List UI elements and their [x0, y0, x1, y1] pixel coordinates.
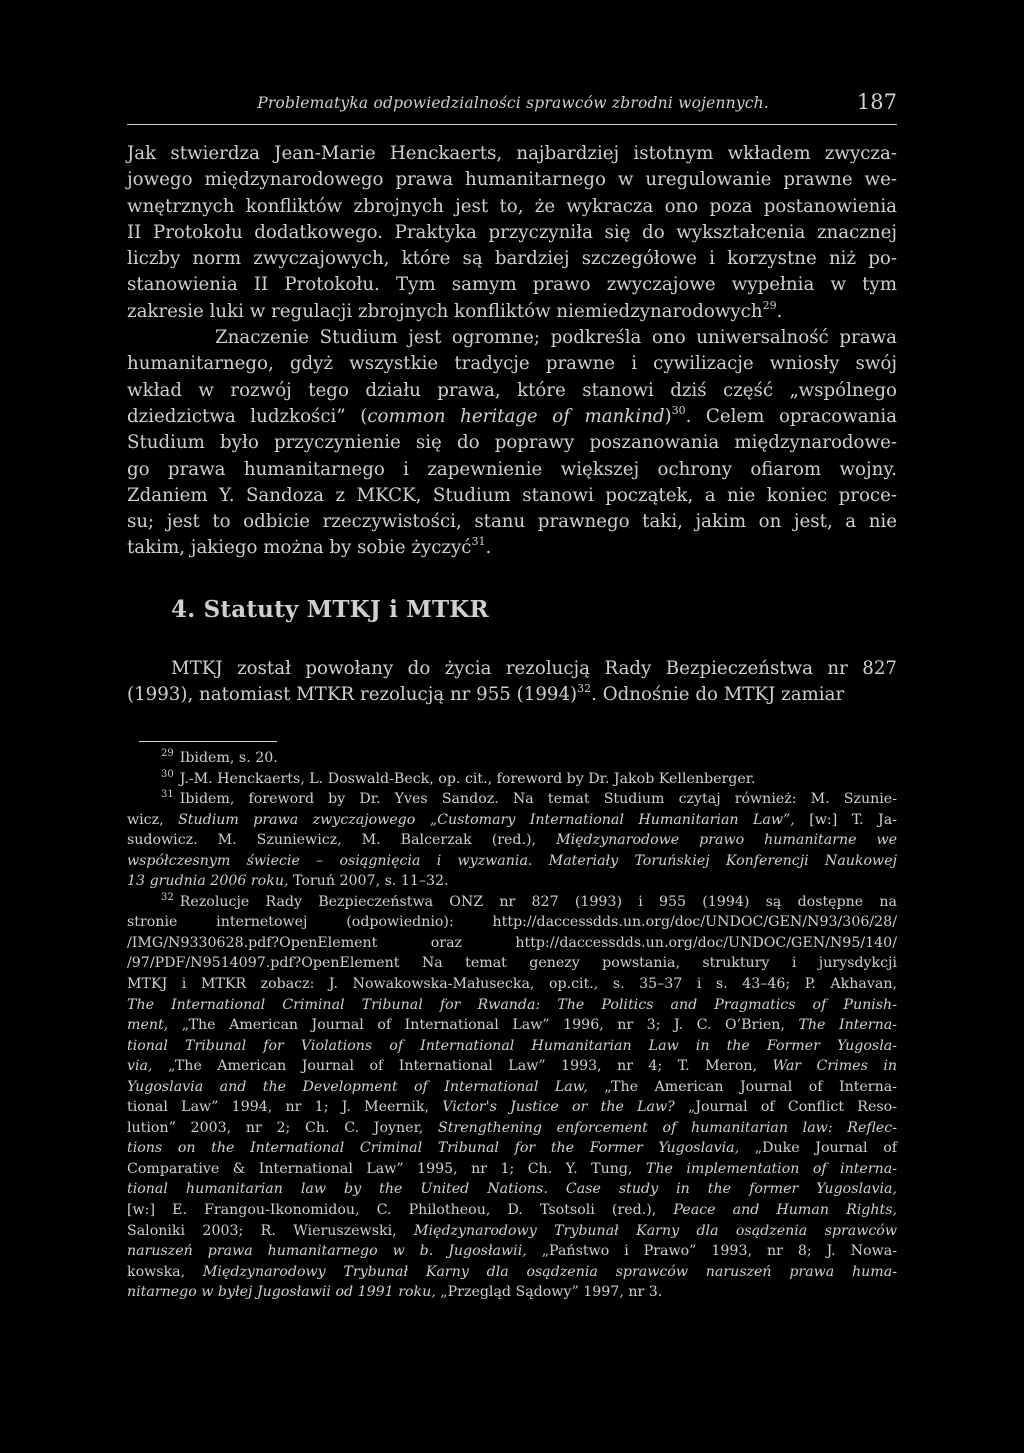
footnote-line — [127, 1282, 897, 1303]
footnote-line — [127, 789, 897, 810]
running-title: Problematyka odpowiedzialności sprawców zbrodni wojennych. — [257, 94, 769, 112]
italic-run: via, — [127, 1058, 153, 1075]
italic-run: ment, — [127, 1017, 169, 1034]
italic-run: Międzynarodowe prawo humanitarne we — [556, 832, 898, 849]
footnote-line — [127, 1056, 897, 1077]
document-page — [127, 0, 897, 1453]
footnote-line: /IMG/N9330628.pdf?OpenElement oraz http://daccessdds.un.org/doc/UNDOC/GEN/N95/140/ — [127, 934, 897, 951]
page-number: 187 — [856, 90, 897, 114]
footnote-ref-32[interactable]: 32 — [577, 682, 592, 696]
text-line — [127, 299, 897, 325]
footnote-30 — [127, 769, 897, 790]
text-run: „The American Journal of International Law” 1996, nr 3; J. C. O’Brien, — [168, 1017, 799, 1034]
text-run: takim, jakiego można by sobie życzyć — [127, 537, 472, 559]
footnote-line: /97/PDF/N9514097.pdf?OpenElement Na temat genezy powstania, struktury i jurysdykcji — [127, 955, 897, 972]
text-run: „Przegląd Sądowy” 1997, nr 3. — [435, 1284, 663, 1301]
text-run: wicz, — [127, 811, 179, 828]
text-run: (1993), natomiast MTKR rezolucją nr 955 (1994) — [127, 684, 578, 706]
text-run: . Odnośnie do MTKJ zamiar — [591, 684, 845, 706]
footnote-31 — [127, 789, 897, 892]
footnotes — [127, 748, 897, 1303]
footnote-number: 31 — [161, 789, 174, 801]
italic-term: common heritage of mankind — [367, 405, 665, 427]
text-line: Studium było przyczynienie się do poprawy poszanowania międzynarodowe- — [127, 432, 897, 454]
paragraph-2 — [127, 325, 897, 562]
footnote-number: 32 — [161, 892, 174, 904]
text-line — [127, 535, 897, 561]
text-line: go prawa humanitarnego i zapewnienie większej ochrony ofiarom wojny. — [127, 458, 897, 480]
footnote-line — [127, 1036, 897, 1057]
footnote-32 — [127, 892, 897, 1303]
footnote-line — [127, 1200, 897, 1221]
italic-run: Międzynarodowy Trybunał Karny dla osądzenia sprawców naruszeń prawa huma- — [202, 1263, 898, 1280]
footnote-line — [127, 748, 897, 769]
text-run: „The American Journal of International Law” 1993, nr 4; T. Meron, — [152, 1058, 773, 1075]
footnote-line — [127, 1097, 897, 1118]
italic-run: The implementation of interna- — [645, 1160, 897, 1177]
footnote-ref-29[interactable]: 29 — [762, 298, 777, 312]
text-run: lution” 2003, nr 2; Ch. C. Joyner, — [127, 1119, 439, 1136]
footnote-line — [127, 1138, 897, 1159]
text-run: Toruń 2007, s. 11–32. — [288, 873, 449, 890]
footnote-line — [127, 769, 897, 790]
footnote-line — [127, 1179, 897, 1200]
text-run: „Duke Journal of — [739, 1140, 897, 1157]
section-paragraph — [127, 656, 897, 709]
footnote-line — [127, 1118, 897, 1139]
text-run: Ibidem, foreword by Dr. Yves Sandoz. Na temat Studium czytaj również: M. Szunie- — [179, 791, 897, 808]
italic-run: tional humanitarian law by the United Nations. Case study in the former Yugoslavia, — [127, 1181, 897, 1198]
footnote-line — [127, 1015, 897, 1036]
text-run: Saloniki 2003; R. Wieruszewski, — [127, 1222, 414, 1239]
section-body — [127, 656, 897, 709]
text-run: Ibidem, s. 20. — [179, 750, 278, 766]
footnote-line — [127, 1221, 897, 1242]
footnote-line — [127, 810, 897, 831]
text-line: Zdaniem Y. Sandoza z MKCK, Studium stanowi początek, a nie koniec proce- — [127, 484, 897, 506]
text-run: zakresie luki w regulacji zbrojnych konfliktów niemiedzynarodowych — [127, 300, 763, 322]
text-line — [127, 682, 897, 708]
text-line: su; jest to odbicie rzeczywistości, stanu prawnego taki, jakim on jest, a nie — [127, 511, 897, 533]
italic-run: Yugoslavia and the Development of International Law, — [127, 1078, 588, 1095]
paragraph-1 — [127, 141, 897, 325]
footnote-line — [127, 1077, 897, 1098]
italic-run: 13 grudnia 2006 roku, — [127, 873, 289, 890]
text-line: jowego międzynarodowego prawa humanitarnego w uregulowanie prawne we- — [127, 169, 897, 191]
text-run: kowska, — [127, 1263, 203, 1280]
text-run: . — [485, 537, 492, 559]
text-line: Jak stwierdza Jean-Marie Henckaerts, najbardziej istotnym wkładem zwycza- — [127, 143, 897, 164]
text-run: Rezolucje Rady Bezpieczeństwa ONZ nr 827 (1993) i 955 (1994) są dostępne na — [179, 893, 897, 910]
italic-run: Studium prawa zwyczajowego „Customary International Humanitarian Law”, — [178, 811, 795, 828]
footnote-line — [127, 851, 897, 872]
footnote-number: 30 — [161, 768, 174, 780]
footnote-line: MTKJ i MTKR zobacz: J. Nowakowska-Małusecka, op.cit., s. 35–37 i s. 43–46; P. Akhavan, — [127, 976, 897, 993]
text-run: „Państwo i Prawo” 1993, nr 8; J. Nowa- — [526, 1243, 897, 1260]
footnote-line — [127, 892, 897, 913]
text-run: [w:] T. Ja- — [794, 811, 897, 828]
footnote-line — [127, 1159, 897, 1180]
text-run: „Journal of Conflict Reso- — [674, 1099, 897, 1116]
text-run: . — [776, 300, 783, 322]
footnote-ref-31[interactable]: 31 — [471, 535, 486, 549]
section-heading: 4. Statuty MTKJ i MTKR — [171, 596, 489, 623]
text-line: liczby norm zwyczajowych, które są bardziej szczegółowe i korzystne niż po- — [127, 248, 897, 270]
italic-run: tions on the International Criminal Tribunal for the Former Yugoslavia, — [127, 1140, 740, 1157]
italic-run: Peace and Human Rights, — [673, 1202, 897, 1219]
text-line — [127, 404, 897, 430]
text-run: dziedzictwa ludzkości” ( — [127, 405, 368, 427]
italic-run: tional Tribunal for Violations of International Humanitarian Law in the Former Yugosla- — [127, 1037, 897, 1054]
italic-run: Międzynarodowy Trybunał Karny dla osądzenia sprawców — [413, 1222, 897, 1239]
text-run: sudowicz. M. Szuniewicz, M. Balcerzak (red.), — [127, 832, 557, 849]
running-header — [127, 92, 897, 125]
text-run: . Celem opracowania — [685, 405, 898, 427]
body-text — [127, 141, 897, 562]
text-line: MTKJ został powołany do życia rezolucją Rady Bezpieczeństwa nr 827 — [171, 658, 897, 679]
italic-run: Strengthening enforcement of humanitarian law: Reflec- — [438, 1119, 897, 1136]
footnote-line — [127, 995, 897, 1016]
text-line: wkład w rozwój tego działu prawa, które stanowi dziś część „wspólnego — [127, 379, 897, 401]
text-line: Znaczenie Studium jest ogromne; podkreśla ono uniwersalność prawa — [215, 327, 897, 349]
footnote-line: stronie internetowej (odpowiednio): http://daccessdds.un.org/doc/UNDOC/GEN/N93/306/28/ — [127, 914, 897, 931]
text-run: ) — [664, 405, 672, 427]
italic-run: The Interna- — [798, 1017, 897, 1034]
footnote-line — [127, 871, 897, 892]
text-line: wnętrznych konfliktów zbrojnych jest to, że wykracza ono poza postanowienia — [127, 195, 897, 217]
italic-run: The International Criminal Tribunal for Rwanda: The Politics and Pragmatics of Punish- — [127, 996, 897, 1013]
footnote-line — [127, 1262, 897, 1283]
italic-run: naruszeń prawa humanitarnego w b. Jugosławii, — [127, 1243, 527, 1260]
text-line: humanitarnego, gdyż wszystkie tradycje prawne i cywilizacje wniosły swój — [127, 353, 897, 375]
text-run: [w:] E. Frangou-Ikonomidou, C. Philotheou, D. Tsotsoli (red.), — [127, 1202, 674, 1219]
text-run: J.-M. Henckaerts, L. Doswald-Beck, op. cit., foreword by Dr. Jakob Kellenberger. — [179, 770, 756, 787]
footnote-29 — [127, 748, 897, 769]
footnote-line — [127, 830, 897, 851]
text-run: tional Law” 1994, nr 1; J. Meernik, — [127, 1099, 443, 1116]
footnote-line — [127, 1241, 897, 1262]
italic-run: współczesnym świecie – osiągnięcia i wyzwania. Materiały Toruńskiej Konferencji Naukowej — [127, 852, 897, 869]
italic-run: War Crimes in — [772, 1058, 897, 1075]
footnote-ref-30[interactable]: 30 — [671, 403, 686, 417]
italic-run: Victor's Justice or the Law? — [442, 1099, 675, 1116]
italic-run: nitarnego w byłej Jugosławii od 1991 roku, — [127, 1284, 436, 1301]
text-run: Comparative & International Law” 1995, nr 1; Ch. Y. Tung, — [127, 1160, 646, 1177]
text-run: „The American Journal of Interna- — [587, 1078, 897, 1095]
text-line: II Protokołu dodatkowego. Praktyka przyczyniła się do wykształcenia znacznej — [127, 221, 897, 243]
text-line: stanowienia II Protokołu. Tym samym prawo zwyczajowe wypełnia w tym — [127, 274, 897, 296]
footnote-number: 29 — [161, 748, 174, 760]
footnote-separator — [139, 741, 277, 742]
